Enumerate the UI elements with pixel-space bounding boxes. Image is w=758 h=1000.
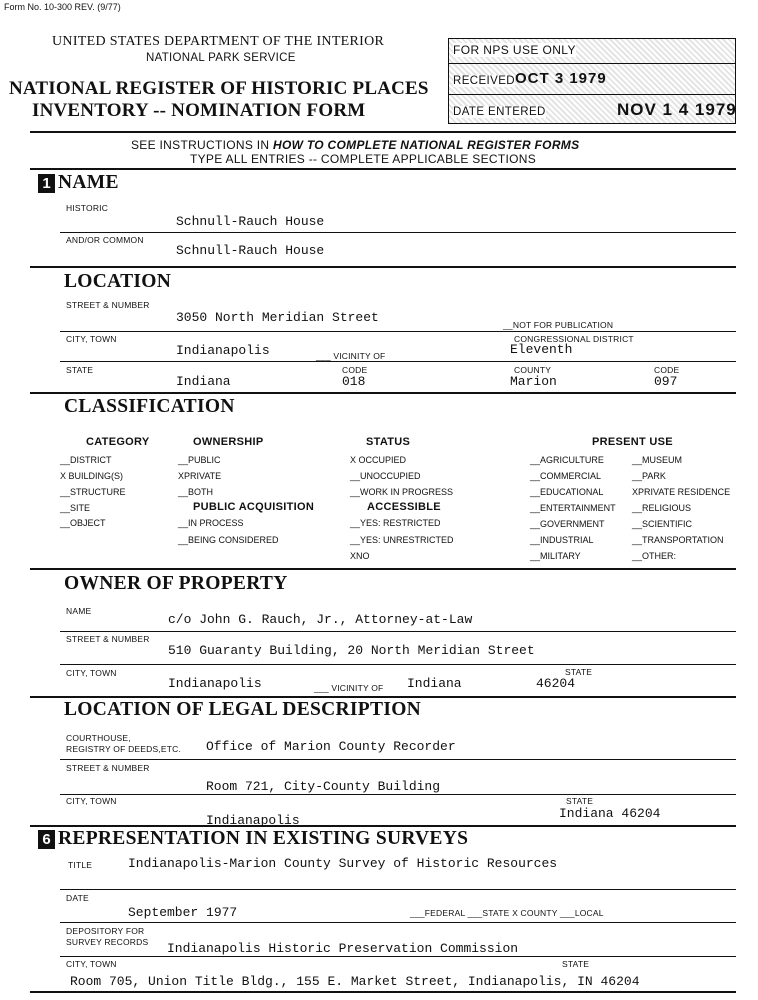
survey-city-value: Room 705, Union Title Bldg., 155 E. Market Street, Indianapolis, IN 46204 <box>70 974 640 989</box>
owner-heading: OWNER OF PROPERTY <box>64 573 288 594</box>
owner-name-label: NAME <box>66 606 92 616</box>
rule <box>60 889 736 890</box>
rule <box>60 922 736 923</box>
rule <box>60 956 736 957</box>
checkbox-in-process[interactable]: __IN PROCESS <box>178 518 244 528</box>
rule <box>60 794 736 795</box>
city-value: Indianapolis <box>176 343 270 358</box>
survey-city-label: CITY, TOWN <box>66 959 117 969</box>
historic-label: HISTORIC <box>66 203 109 213</box>
vicinity-label: ___ VICINITY OF <box>316 351 386 361</box>
date-entered-stamp: NOV 1 4 1979 <box>617 100 737 119</box>
accessible-header: ACCESSIBLE <box>367 501 441 513</box>
rule <box>30 825 736 827</box>
checkbox-government[interactable]: __GOVERNMENT <box>530 519 605 529</box>
legal-state-label: STATE <box>566 796 594 806</box>
survey-title-label: TITLE <box>68 860 93 870</box>
courthouse-label: COURTHOUSE, <box>66 733 131 743</box>
depository-label-1: DEPOSITORY FOR <box>66 926 145 936</box>
rule <box>60 331 736 332</box>
checkbox-scientific[interactable]: __SCIENTIFIC <box>632 519 693 529</box>
depository-label-2: SURVEY RECORDS <box>66 937 149 947</box>
instructions <box>131 138 579 152</box>
instructions-text: SEE INSTRUCTIONS IN <box>131 138 274 152</box>
owner-name-value: c/o John G. Rauch, Jr., Attorney-at-Law <box>168 612 473 627</box>
nps-use-label: FOR NPS USE ONLY <box>453 43 576 57</box>
county-label: COUNTY <box>514 365 552 375</box>
checkbox-public[interactable]: __PUBLIC <box>178 455 221 465</box>
checkbox-work-in-progress[interactable]: __WORK IN PROGRESS <box>350 487 454 497</box>
location-heading: LOCATION <box>64 271 172 292</box>
county-code-label: CODE <box>654 365 680 375</box>
survey-date-label: DATE <box>66 893 89 903</box>
rule <box>30 696 736 698</box>
checkbox-no[interactable]: XNO <box>350 551 370 561</box>
legal-street-value: Room 721, City-County Building <box>206 779 441 794</box>
nps-use-box <box>448 38 736 124</box>
public-acquisition-header: PUBLIC ACQUISITION <box>193 501 315 513</box>
status-header: STATUS <box>366 436 411 448</box>
city-town-label: CITY, TOWN <box>66 334 117 344</box>
street-number-label: STREET & NUMBER <box>66 300 150 310</box>
state-code-label: CODE <box>342 365 368 375</box>
section-6-heading <box>38 828 468 850</box>
department-name: UNITED STATES DEPARTMENT OF THE INTERIOR <box>52 34 385 49</box>
form-title-line2: INVENTORY -- NOMINATION FORM <box>32 100 366 121</box>
nps-divider <box>449 94 735 95</box>
survey-levels: ___FEDERAL ___STATE X COUNTY ___LOCAL <box>410 908 604 918</box>
rule <box>30 392 736 394</box>
form-title-line1: NATIONAL REGISTER OF HISTORIC PLACES <box>9 78 429 99</box>
rule <box>60 664 736 665</box>
checkbox-religious[interactable]: __RELIGIOUS <box>632 503 692 513</box>
owner-zip-value: 46204 <box>536 676 576 691</box>
checkbox-yes-restricted[interactable]: __YES: RESTRICTED <box>350 518 441 528</box>
rule <box>30 131 736 133</box>
checkbox-district[interactable]: __DISTRICT <box>60 455 112 465</box>
received-label: RECEIVED <box>453 75 515 87</box>
legal-state-value: Indiana 46204 <box>559 806 661 821</box>
checkbox-commercial[interactable]: __COMMERCIAL <box>530 471 602 481</box>
checkbox-industrial[interactable]: __INDUSTRIAL <box>530 535 594 545</box>
not-for-publication: __NOT FOR PUBLICATION <box>503 320 614 330</box>
depository-value: Indianapolis Historic Preservation Commission <box>167 941 519 956</box>
rule <box>60 232 736 233</box>
section-number: 1 <box>38 174 55 193</box>
rule <box>30 568 736 570</box>
survey-title-value: Indianapolis-Marion County Survey of Historic Resources <box>128 856 558 871</box>
section-1-heading <box>38 172 119 194</box>
owner-vicinity-label: ___ VICINITY OF <box>314 683 384 693</box>
service-name: NATIONAL PARK SERVICE <box>146 52 296 64</box>
owner-street-label: STREET & NUMBER <box>66 634 150 644</box>
present-use-header: PRESENT USE <box>592 436 673 448</box>
legal-street-label: STREET & NUMBER <box>66 763 150 773</box>
checkbox-being-considered[interactable]: __BEING CONSIDERED <box>178 535 279 545</box>
instructions-guide-title: HOW TO COMPLETE NATIONAL REGISTER FORMS <box>273 138 580 152</box>
rule <box>60 631 736 632</box>
nps-divider <box>449 63 735 64</box>
checkbox-transportation[interactable]: __TRANSPORTATION <box>632 535 724 545</box>
checkbox-military[interactable]: __MILITARY <box>530 551 581 561</box>
date-entered-label: DATE ENTERED <box>453 106 546 118</box>
checkbox-yes-unrestricted[interactable]: __YES: UNRESTRICTED <box>350 535 454 545</box>
owner-state-value: Indiana <box>407 676 462 691</box>
owner-city-label: CITY, TOWN <box>66 668 117 678</box>
owner-city-value: Indianapolis <box>168 676 262 691</box>
survey-state-label: STATE <box>562 959 590 969</box>
section-number: 6 <box>38 830 55 849</box>
registry-label: REGISTRY OF DEEDS,ETC. <box>66 744 182 754</box>
checkbox-private[interactable]: XPRIVATE <box>178 471 222 481</box>
instructions-line2: TYPE ALL ENTRIES -- COMPLETE APPLICABLE SECTIONS <box>190 152 537 166</box>
street-value: 3050 North Meridian Street <box>176 310 379 325</box>
common-name-label: AND/OR COMMON <box>66 235 144 245</box>
received-stamp: OCT 3 1979 <box>515 70 607 87</box>
form-number: Form No. 10-300 REV. (9/77) <box>4 2 121 12</box>
checkbox-object[interactable]: __OBJECT <box>60 518 106 528</box>
rule <box>60 361 736 362</box>
rule <box>30 266 736 268</box>
checkbox-structure[interactable]: __STRUCTURE <box>60 487 126 497</box>
legal-city-label: CITY, TOWN <box>66 796 117 806</box>
common-name-value: Schnull-Rauch House <box>176 243 325 258</box>
category-header: CATEGORY <box>86 436 150 448</box>
state-code-value: 018 <box>342 374 366 389</box>
checkbox-buildings[interactable]: X BUILDING(S) <box>60 471 124 481</box>
owner-state-label: STATE <box>565 667 593 677</box>
legal-city-value: Indianapolis <box>206 813 300 828</box>
rule <box>30 991 736 993</box>
congressional-district-value: Eleventh <box>510 342 573 357</box>
checkbox-private-residence[interactable]: XPRIVATE RESIDENCE <box>632 487 731 497</box>
courthouse-value: Office of Marion County Recorder <box>206 739 456 754</box>
section-title: NAME <box>58 172 119 193</box>
historic-name-value: Schnull-Rauch House <box>176 214 325 229</box>
county-code-value: 097 <box>654 374 678 389</box>
checkbox-museum[interactable]: __MUSEUM <box>632 455 683 465</box>
checkbox-site[interactable]: __SITE <box>60 503 91 513</box>
legal-description-heading: LOCATION OF LEGAL DESCRIPTION <box>64 699 422 720</box>
state-label: STATE <box>66 365 94 375</box>
survey-date-value: September 1977 <box>128 905 238 920</box>
rule <box>30 168 736 170</box>
ownership-header: OWNERSHIP <box>193 436 264 448</box>
checkbox-other[interactable]: __OTHER: <box>632 551 677 561</box>
checkbox-unoccupied[interactable]: __UNOCCUPIED <box>350 471 421 481</box>
checkbox-both[interactable]: __BOTH <box>178 487 214 497</box>
rule <box>60 759 736 760</box>
classification-heading: CLASSIFICATION <box>64 396 235 417</box>
checkbox-educational[interactable]: __EDUCATIONAL <box>530 487 604 497</box>
state-value: Indiana <box>176 374 231 389</box>
checkbox-entertainment[interactable]: __ENTERTAINMENT <box>530 503 616 513</box>
checkbox-agriculture[interactable]: __AGRICULTURE <box>530 455 604 465</box>
owner-street-value: 510 Guaranty Building, 20 North Meridian Street <box>168 643 535 658</box>
congressional-district-label: CONGRESSIONAL DISTRICT <box>514 334 634 344</box>
checkbox-occupied[interactable]: X OCCUPIED <box>350 455 407 465</box>
section-title: REPRESENTATION IN EXISTING SURVEYS <box>58 828 469 849</box>
checkbox-park[interactable]: __PARK <box>632 471 666 481</box>
county-value: Marion <box>510 374 557 389</box>
